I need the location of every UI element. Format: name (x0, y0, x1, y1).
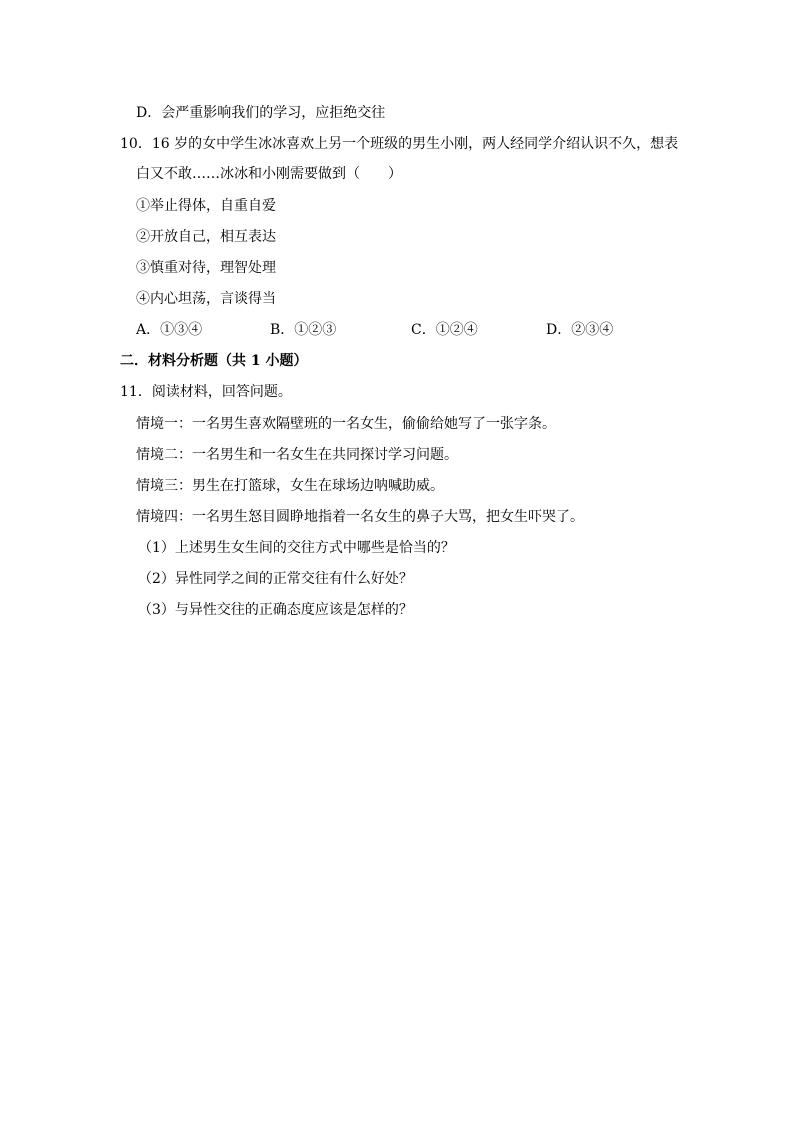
q11-question-2: （2）异性同学之间的正常交往有什么好处？ (138, 571, 413, 587)
q11-stem: 11．阅读材料，回答问题。 (120, 384, 292, 400)
q9-option-d: D．会严重影响我们的学习，应拒绝交往 (136, 105, 386, 121)
section-2-title: 二．材料分析题（共 1 小题） (120, 353, 308, 369)
q10-item-1: ①举止得体，自重自爱 (136, 198, 276, 214)
q10-item-4: ④内心坦荡，言谈得当 (136, 291, 276, 307)
q10-stem-line1: 10．16 岁的女中学生冰冰喜欢上另一个班级的男生小刚，两人经同学介绍认识不久，想表 (120, 136, 679, 152)
q11-scenario-2: 情境二：一名男生和一名女生在共同探讨学习问题。 (136, 447, 458, 463)
q10-option-c: C．①②④ (411, 322, 478, 338)
q11-scenario-3: 情境三：男生在打篮球，女生在球场边呐喊助威。 (136, 478, 444, 494)
q10-stem-line2: 白又不敢……冰冰和小刚需要做到（ ） (136, 166, 402, 182)
q10-item-2: ②开放自己，相互表达 (136, 229, 276, 245)
q10-item-3: ③慎重对待，理智处理 (136, 260, 276, 276)
q11-scenario-1: 情境一：一名男生喜欢隔壁班的一名女生，偷偷给她写了一张字条。 (136, 416, 556, 432)
q11-question-3: （3）与异性交往的正确态度应该是怎样的？ (138, 602, 413, 618)
q11-scenario-4: 情境四：一名男生怒目圆睁地指着一名女生的鼻子大骂，把女生吓哭了。 (136, 509, 584, 525)
q10-option-a: A．①③④ (136, 322, 203, 338)
q10-option-d: D．②③④ (546, 322, 614, 338)
q11-question-1: （1）上述男生女生间的交往方式中哪些是恰当的？ (138, 540, 455, 556)
q10-option-b: B．①②③ (270, 322, 337, 338)
